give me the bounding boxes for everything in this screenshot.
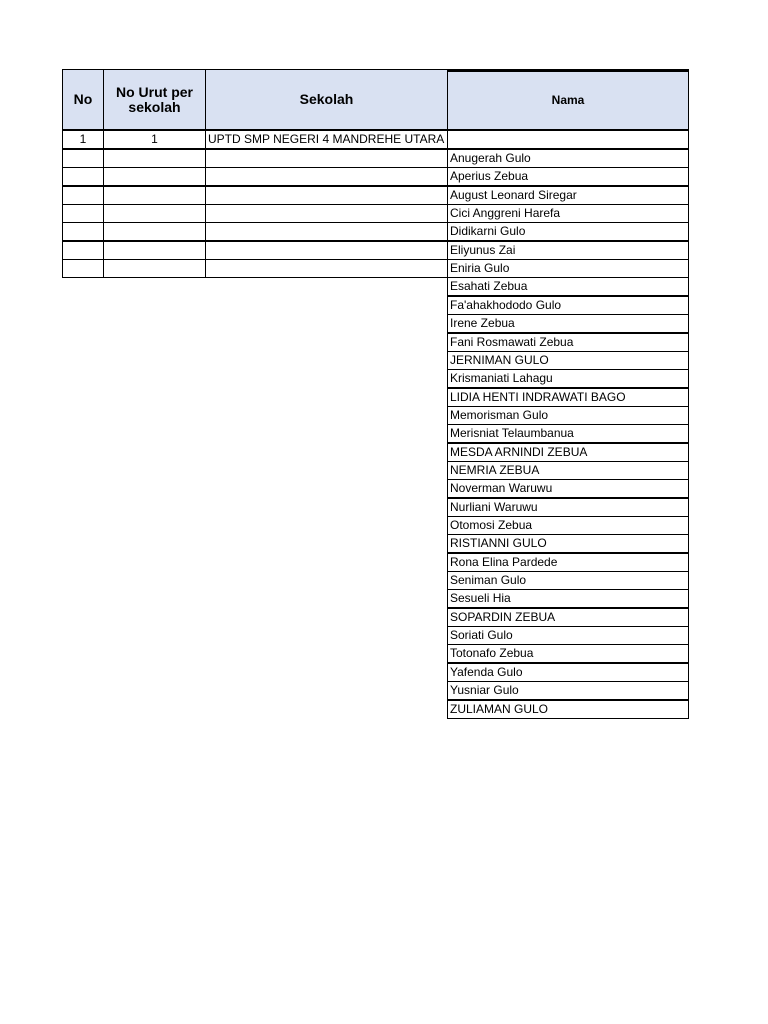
name-cell: SOPARDIN ZEBUA <box>447 608 689 627</box>
empty-row <box>62 259 448 278</box>
name-cell: Fa'ahakhododo Gulo <box>447 296 689 315</box>
name-cell: Rona Elina Pardede <box>447 553 689 572</box>
empty-cell <box>62 186 104 205</box>
empty-cell <box>205 186 448 205</box>
name-cell: Krismaniati Lahagu <box>447 369 689 388</box>
name-cell: Cici Anggreni Harefa <box>447 204 689 223</box>
empty-cell <box>103 204 206 223</box>
empty-cell <box>205 222 448 241</box>
name-cell: Merisniat Telaumbanua <box>447 424 689 443</box>
header-sekolah: Sekolah <box>205 69 448 130</box>
name-cell: JERNIMAN GULO <box>447 351 689 370</box>
name-cell: Seniman Gulo <box>447 571 689 590</box>
name-cell: Eliyunus Zai <box>447 241 689 260</box>
empty-cell <box>205 204 448 223</box>
name-cell: Totonafo Zebua <box>447 644 689 663</box>
header-nama: Nama <box>447 69 689 130</box>
name-cell: August Leonard Siregar <box>447 186 689 205</box>
empty-cell <box>103 149 206 168</box>
header-no-urut: No Urut per sekolah <box>103 69 206 130</box>
school-row <box>62 130 689 149</box>
school-no-cell: 1 <box>62 130 104 149</box>
empty-cell <box>205 241 448 260</box>
name-cell: Esahati Zebua <box>447 277 689 296</box>
name-cell: Fani Rosmawati Zebua <box>447 333 689 352</box>
empty-row <box>62 167 448 186</box>
name-cell: Memorisman Gulo <box>447 406 689 425</box>
name-cell: Otomosi Zebua <box>447 516 689 535</box>
school-urut-cell: 1 <box>103 130 206 149</box>
name-cell: ZULIAMAN GULO <box>447 700 689 719</box>
name-cell: Irene Zebua <box>447 314 689 333</box>
empty-row <box>62 222 448 241</box>
empty-cell <box>62 167 104 186</box>
name-cell: Anugerah Gulo <box>447 149 689 168</box>
empty-cell <box>62 204 104 223</box>
empty-row <box>62 204 448 223</box>
empty-row <box>62 241 448 260</box>
school-name-cell: UPTD SMP NEGERI 4 MANDREHE UTARA <box>205 130 448 149</box>
empty-cell <box>205 259 448 278</box>
empty-row <box>62 149 448 168</box>
empty-cell <box>62 149 104 168</box>
empty-cell <box>103 259 206 278</box>
name-cell: Soriati Gulo <box>447 626 689 645</box>
empty-cell <box>103 222 206 241</box>
empty-cell <box>62 259 104 278</box>
name-cell: Nurliani Waruwu <box>447 498 689 517</box>
name-cell: Aperius Zebua <box>447 167 689 186</box>
empty-cell <box>103 241 206 260</box>
name-cell: Didikarni Gulo <box>447 222 689 241</box>
name-cell: Yafenda Gulo <box>447 663 689 682</box>
empty-cell <box>103 186 206 205</box>
header-no: No <box>62 69 104 130</box>
empty-cell <box>103 167 206 186</box>
name-cell: LIDIA HENTI INDRAWATI BAGO <box>447 388 689 407</box>
name-cell: MESDA ARNINDI ZEBUA <box>447 443 689 462</box>
name-cell: Yusniar Gulo <box>447 681 689 700</box>
empty-cell <box>205 167 448 186</box>
school-nama-empty-cell <box>447 130 689 149</box>
empty-cell <box>62 222 104 241</box>
name-cell: NEMRIA ZEBUA <box>447 461 689 480</box>
name-cell: Noverman Waruwu <box>447 479 689 498</box>
empty-cell <box>205 149 448 168</box>
empty-row <box>62 186 448 205</box>
name-cell: Eniria Gulo <box>447 259 689 278</box>
name-cell: Sesueli Hia <box>447 589 689 608</box>
empty-cell <box>62 241 104 260</box>
name-cell: RISTIANNI GULO <box>447 534 689 553</box>
